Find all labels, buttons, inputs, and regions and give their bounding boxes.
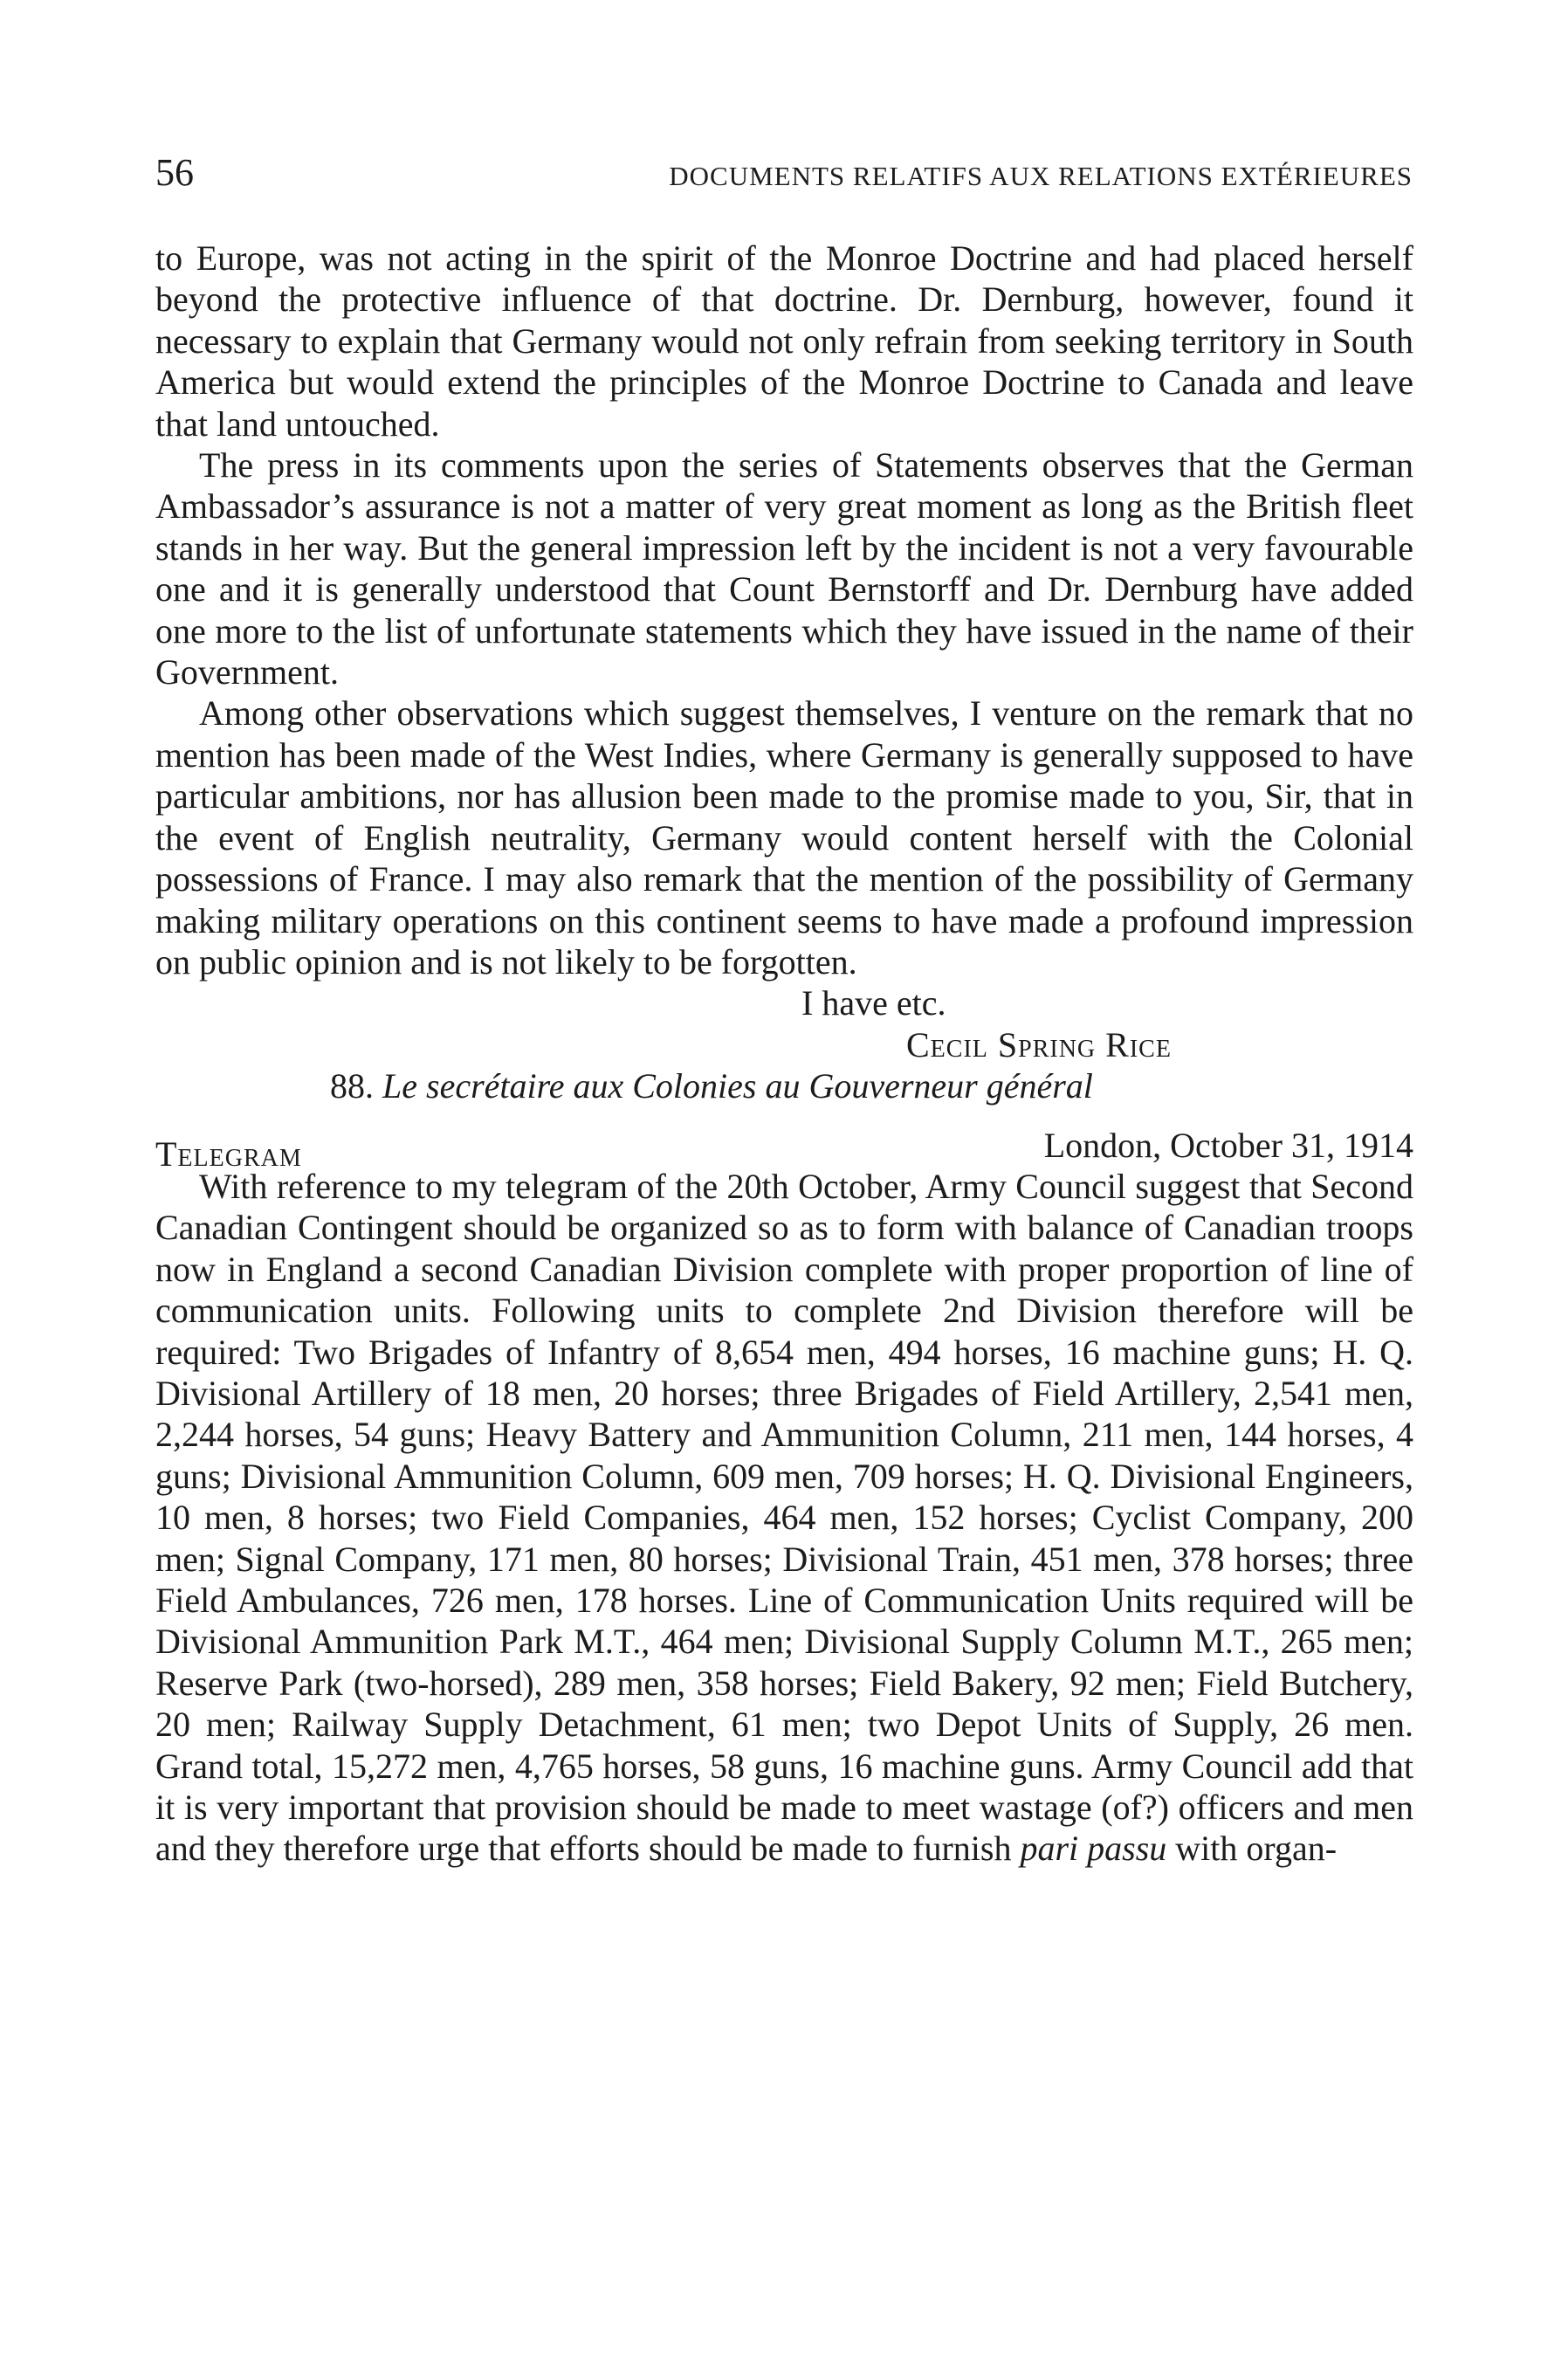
letter-paragraph: to Europe, was not acting in the spirit of the Monroe Doctrine and had placed herself beyond the protective influence of that doctrine. Dr. Dernburg, however, found it necessary to explain that Germany would not only refrain from seeking territory in South America but would extend the principles of the Monroe Doctrine to Canada and leave that land untouched.	[155, 238, 1413, 444]
document-number: 88.	[330, 1066, 374, 1106]
telegram-paragraph	[155, 1166, 1413, 1870]
letter-paragraph: The press in its comments upon the series of Statements observes that the German Ambassador’s assurance is not a matter of very great moment as long as the British fleet stands in her way. But the general impression left by the incident is not a very favourable one and it is generally understood that Count Bernstorff and Dr. Dernburg have added one more to the list of unfortunate statements which they have issued in the name of their Government.	[155, 445, 1413, 692]
running-head: DOCUMENTS RELATIFS AUX RELATIONS EXTÉRIEURES	[669, 161, 1413, 191]
page-number: 56	[155, 151, 194, 194]
letter-signature: Cecil Spring Rice	[906, 1024, 1172, 1064]
telegram-text-end: with organ-	[1175, 1829, 1338, 1869]
letter-closing: I have etc.	[801, 983, 946, 1023]
page-body	[155, 238, 1413, 1870]
telegram-text: With reference to my telegram of the 20th October, Army Council suggest that Second Canadian Contingent should be organized so as to form with balance of Canadian troops now in England a second Canadian Division complete with proper proportion of line of communication units. Following units to complete 2nd Division therefore will be required: Two Brigades of Infantry of 8,654 men, 494 horses, 16 machine guns; H. Q. Divisional Artillery of 18 men, 20 horses; three Brigades of Field Artillery, 2,541 men, 2,244 horses, 54 guns; Heavy Battery and Ammunition Column, 211 men, 144 horses, 4 guns; Divisional Ammunition Column, 609 men, 709 horses; H. Q. Divisional Engineers, 10 men, 8 horses; two Field Companies, 464 men, 152 horses; Cyclist Company, 200 men; Signal Company, 171 men, 80 horses; Divisional Train, 451 men, 378 horses; three Field Ambulances, 726 men, 178 horses. Line of Communication Units required will be Divisional Ammunition Park M.T., 464 men; Divisional Supply Column M.T., 265 men; Reserve Park (two-horsed), 289 men, 358 horses; Field Bakery, 92 men; Field Butchery, 20 men; Railway Supply Detachment, 61 men; two Depot Units of Supply, 26 men. Grand total, 15,272 men, 4,765 horses, 58 guns, 16 machine guns. Army Council add that it is very important that provision should be made to meet wastage (of?) officers and men and they therefore urge that efforts should be made to furnish	[155, 1166, 1413, 1869]
document-type-label: Telegram	[155, 1133, 302, 1174]
document-meta	[155, 1125, 1413, 1174]
document-heading	[155, 1065, 1413, 1106]
page-header	[155, 150, 1413, 211]
document-title: Le secrétaire aux Colonies au Gouverneur général	[382, 1066, 1093, 1106]
telegram-italic-phrase: pari passu	[1020, 1829, 1167, 1869]
letter-paragraph: Among other observations which suggest themselves, I venture on the remark that no mention has been made of the West Indies, where Germany is generally supposed to have particular ambitions, nor has allusion been made to the promise made to you, Sir, that in the event of English neutrality, Germany would content herself with the Colonial possessions of France. I may also remark that the mention of the possibility of Germany making military operations on this continent seems to have made a profound impression on public opinion and is not likely to be forgotten.	[155, 693, 1413, 982]
document-dateline: London, October 31, 1914	[1043, 1125, 1413, 1165]
